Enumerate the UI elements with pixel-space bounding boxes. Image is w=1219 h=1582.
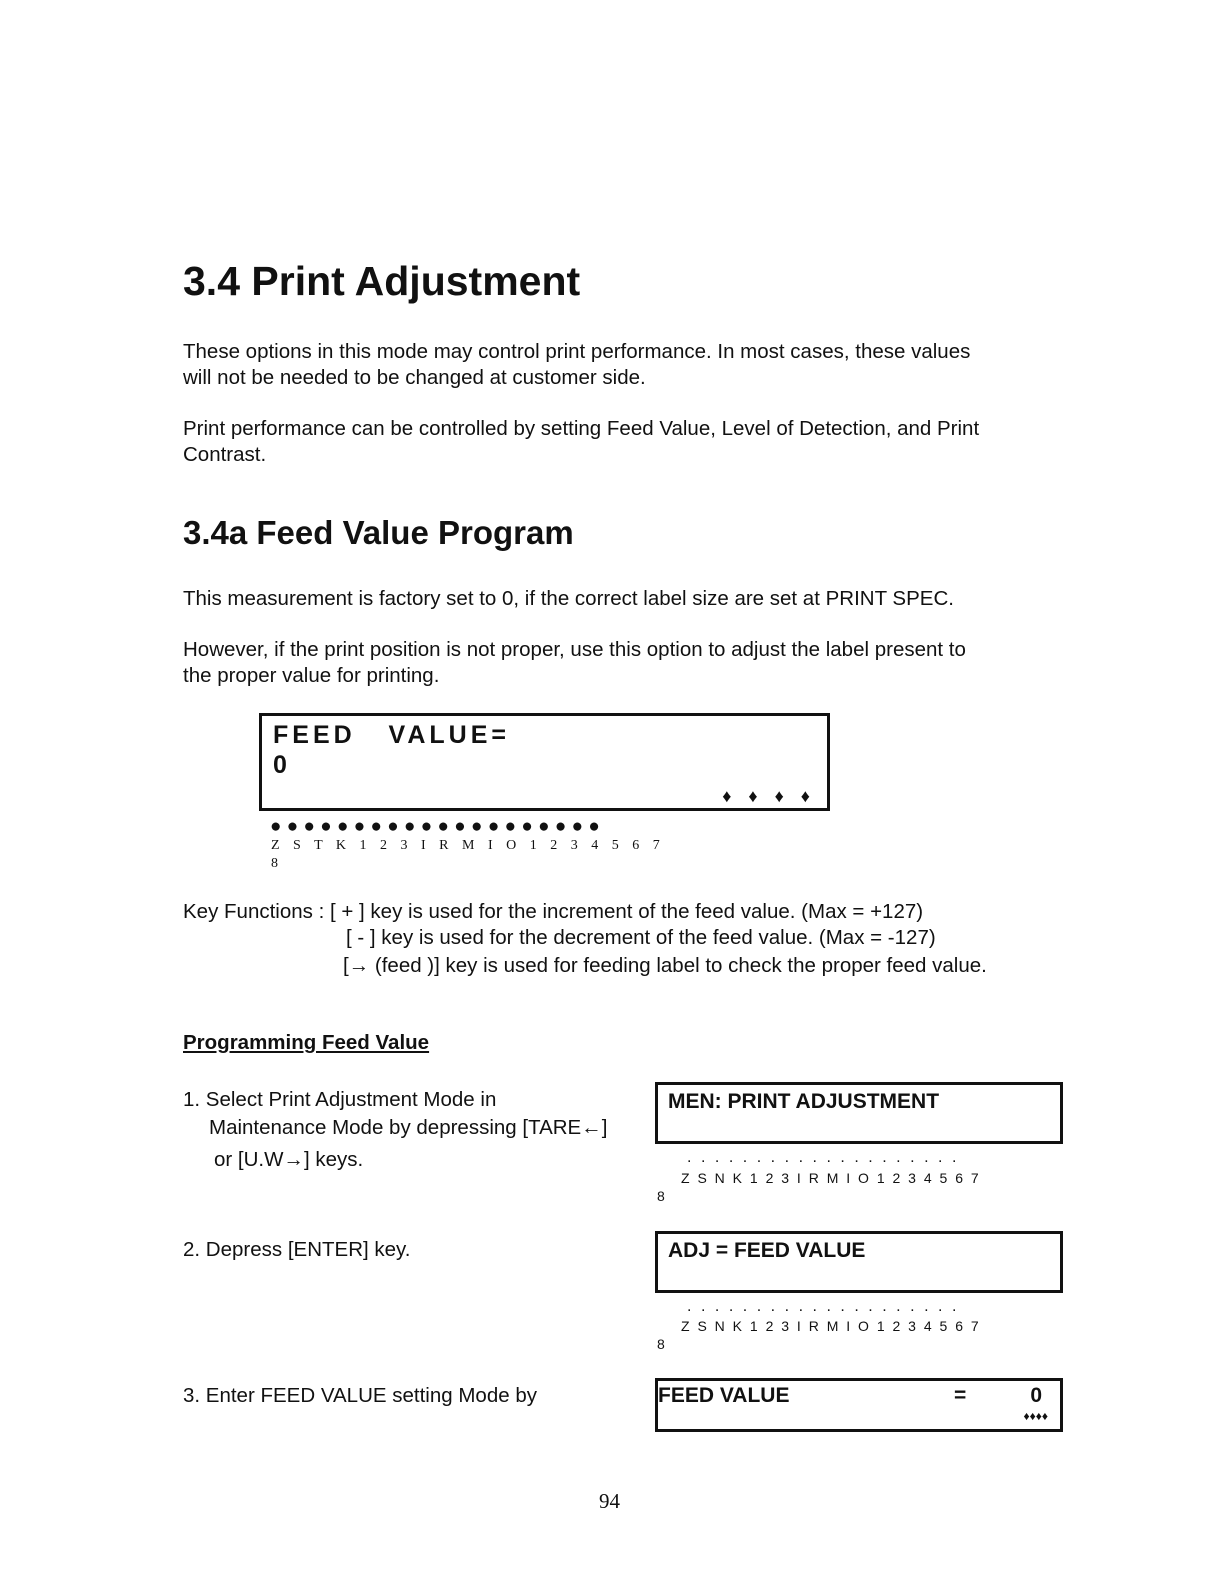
intro-line: Contrast. <box>183 443 267 466</box>
key-functions-line-2: [ - ] key is used for the decrement of the feed value. (Max = -127) <box>346 926 936 949</box>
step-1-line-1: 1. Select Print Adjustment Mode in <box>183 1088 497 1111</box>
intro-paragraph-2 <box>183 416 979 468</box>
adj-display <box>655 1231 1063 1293</box>
display-line-1: FEED VALUE= <box>273 721 510 749</box>
feed-paragraph-1: This measurement is factory set to 0, if the correct label size are set at PRINT SPEC. <box>183 587 954 610</box>
feed-value-label: FEED VALUE <box>658 1384 790 1407</box>
indicator-dots: .................... <box>687 1298 966 1315</box>
adj-display-text: ADJ = FEED VALUE <box>668 1239 866 1262</box>
section-heading: 3.4 Print Adjustment <box>183 258 581 304</box>
intro-line: will not be needed to be changed at customer side. <box>183 366 646 389</box>
step-2: 2. Depress [ENTER] key. <box>183 1238 411 1261</box>
indicator-labels: Z S T K 1 2 3 I R M I O 1 2 3 4 5 6 7 <box>271 838 660 853</box>
feed-line: the proper value for printing. <box>183 664 440 687</box>
step-1-line-3: or [U.W→] keys. <box>214 1148 364 1171</box>
diamond-indicators-icon: ♦ ♦ ♦ ♦ <box>722 786 811 806</box>
programming-title: Programming Feed Value <box>183 1031 430 1054</box>
feed-value-small-display <box>655 1378 1063 1432</box>
intro-paragraph-1 <box>183 339 970 391</box>
intro-line: These options in this mode may control print performance. In most cases, these values <box>183 340 971 363</box>
subsection-heading: 3.4a Feed Value Program <box>183 514 574 551</box>
indicator-dots: .................... <box>687 1149 966 1166</box>
page-number: 94 <box>599 1489 620 1513</box>
feed-value-display <box>259 713 830 811</box>
feed-paragraph-2 <box>183 637 966 689</box>
menu-display <box>655 1082 1063 1144</box>
intro-line: Print performance can be controlled by setting Feed Value, Level of Detection, and Print <box>183 417 980 440</box>
diamond-indicators-icon: ♦♦♦♦ <box>1023 1409 1048 1423</box>
step-1-line-2: Maintenance Mode by depressing [TARE←] <box>209 1116 608 1139</box>
display-line-2: 0 <box>273 751 287 779</box>
indicator-dots: ● ● ● ● ● ● ● ● ● ● ● ● ● ● ● ● ● ● ● ● <box>270 816 600 837</box>
indicator-label-8: 8 <box>657 1336 665 1352</box>
menu-display-text: MEN: PRINT ADJUSTMENT <box>668 1090 940 1113</box>
indicator-label-8: 8 <box>271 856 278 871</box>
key-functions-line-3: [→ (feed )] key is used for feeding label to check the proper feed value. <box>343 954 987 977</box>
indicator-labels: Z S N K 1 2 3 I R M I O 1 2 3 4 5 6 7 <box>681 1318 979 1334</box>
indicator-labels: Z S N K 1 2 3 I R M I O 1 2 3 4 5 6 7 <box>681 1170 979 1186</box>
feed-value-number: 0 <box>1030 1384 1042 1407</box>
feed-value-equals: = <box>954 1384 967 1407</box>
step-3: 3. Enter FEED VALUE setting Mode by <box>183 1384 537 1407</box>
feed-line: However, if the print position is not proper, use this option to adjust the label present to <box>183 638 966 661</box>
indicator-label-8: 8 <box>657 1188 665 1204</box>
key-functions-line-1: Key Functions : [ + ] key is used for the increment of the feed value. (Max = +127) <box>183 900 924 923</box>
